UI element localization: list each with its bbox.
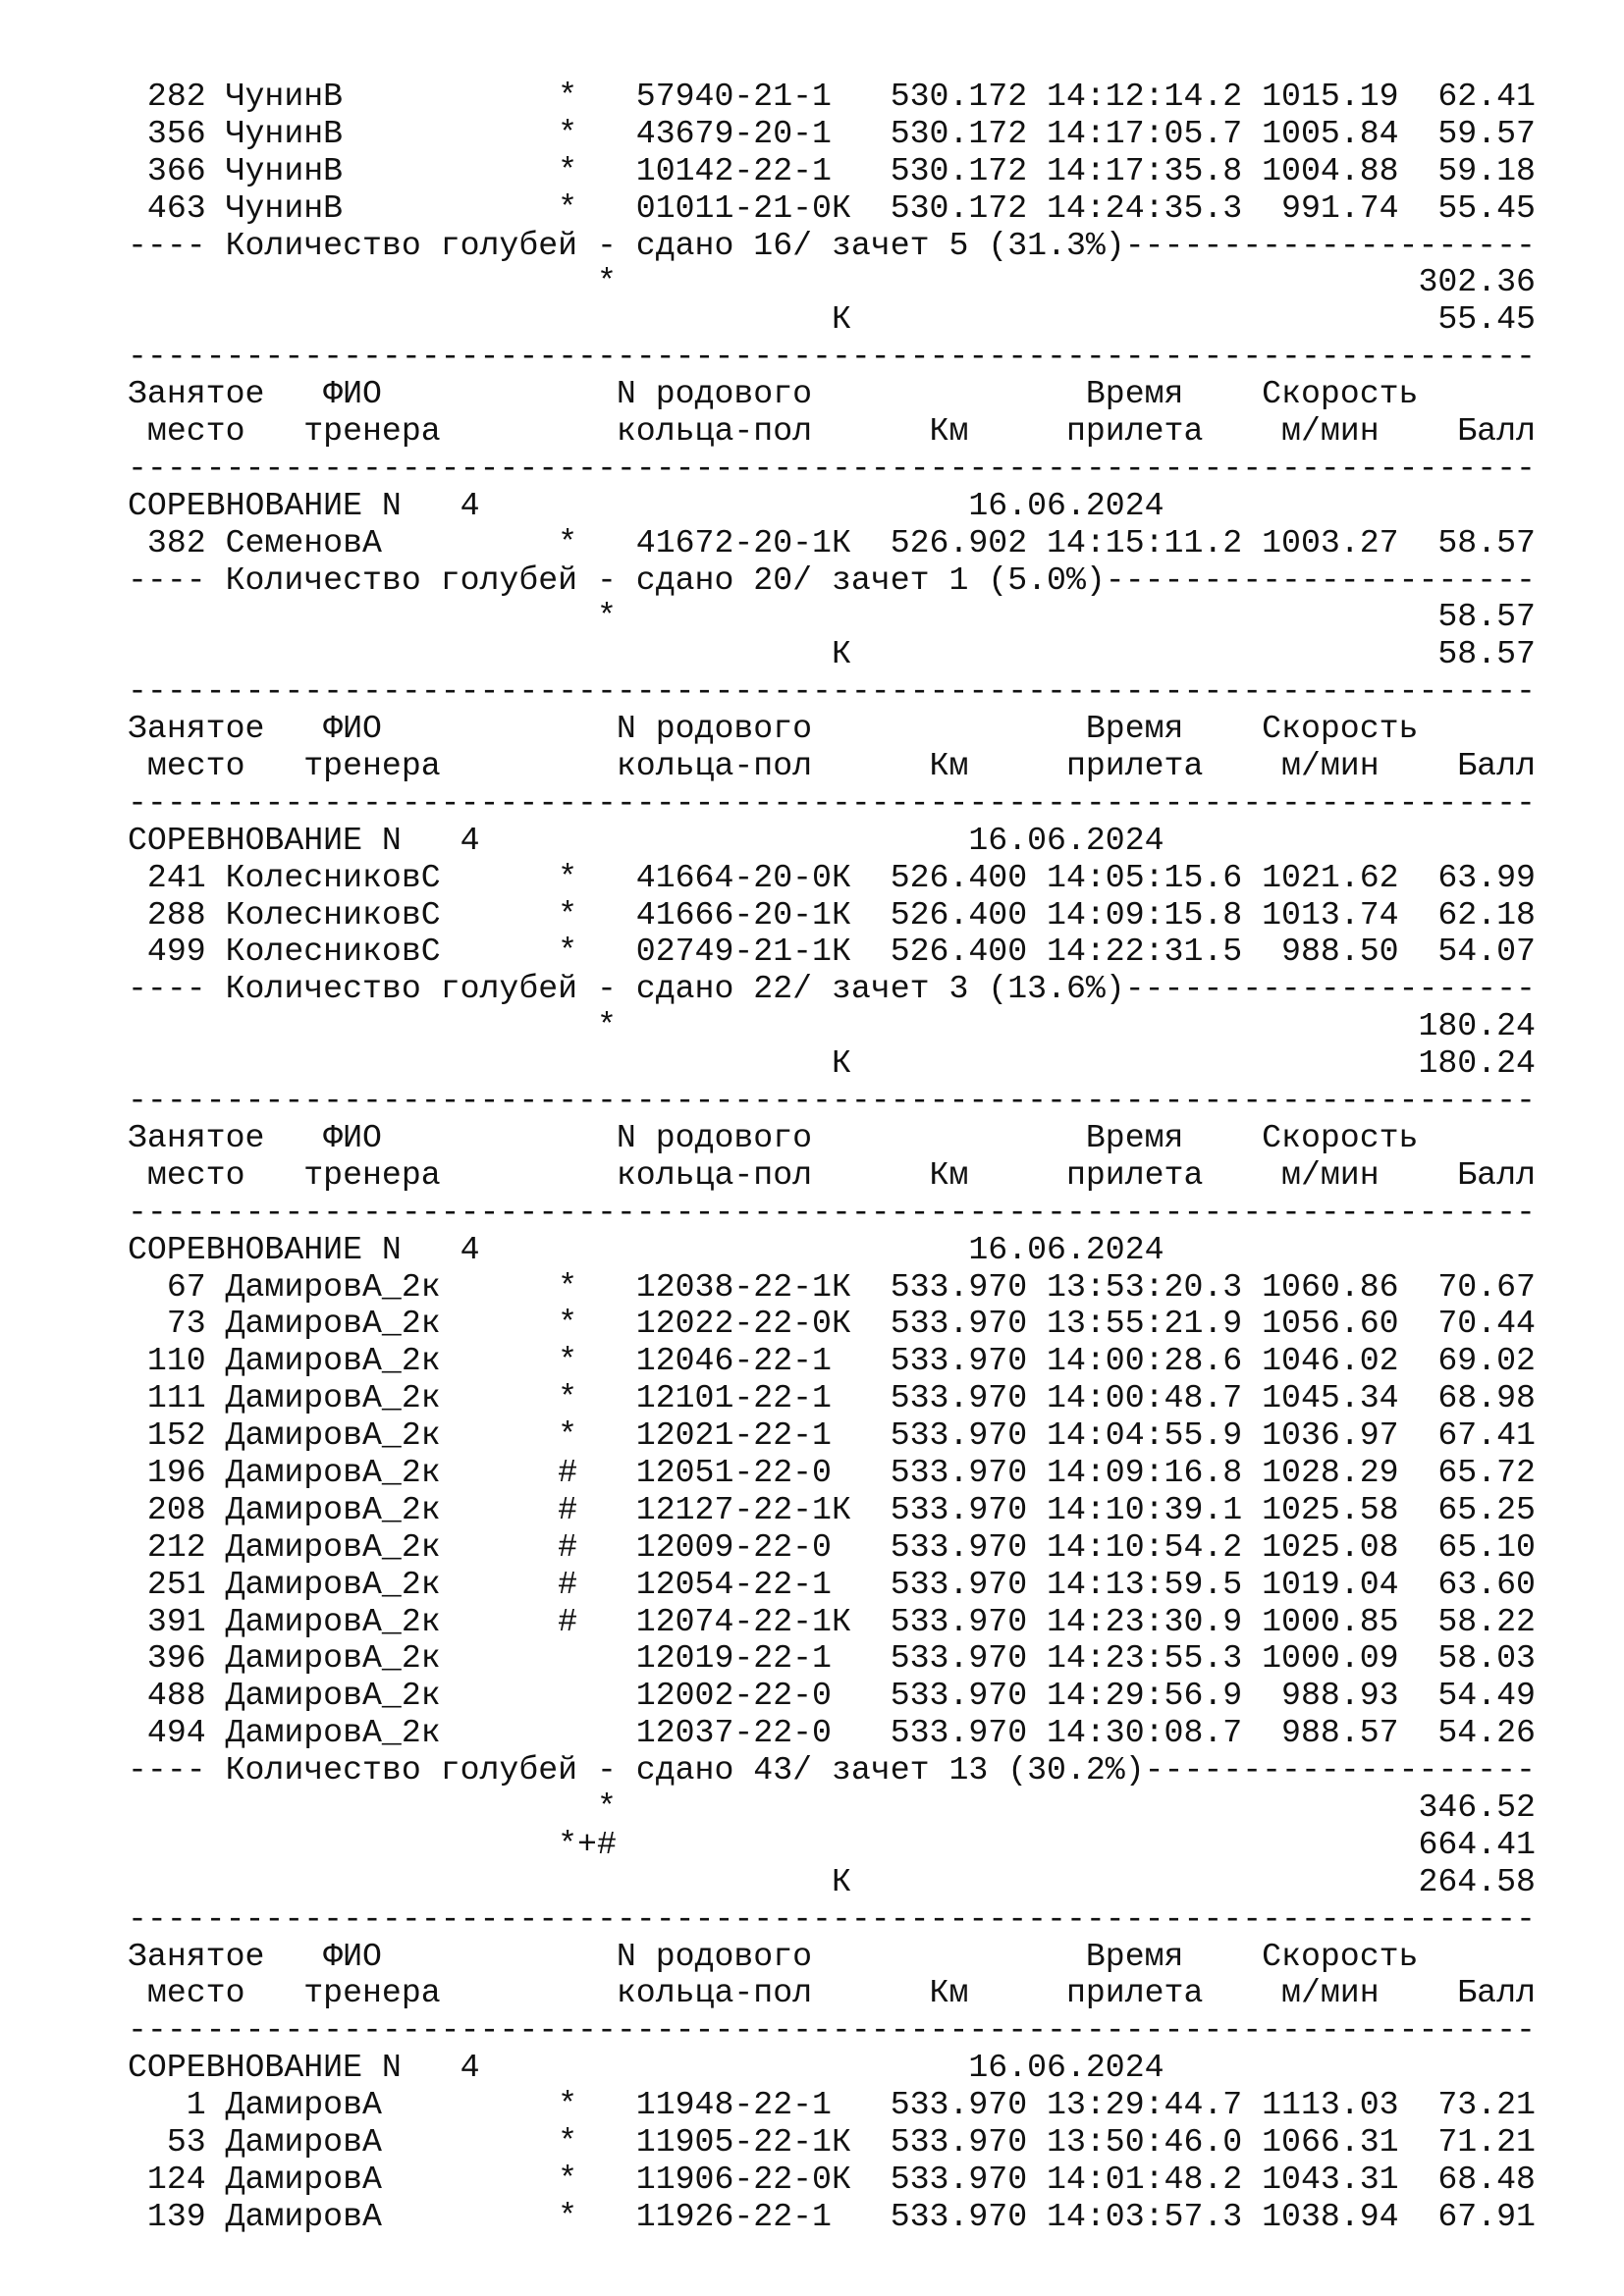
result-row: 382 СеменовА * 41672-20-1К 526.902 14:15:11.2 1003.27 58.57	[128, 523, 1536, 561]
competition-header: СОРЕВНОВАНИЕ N 4 16.06.2024	[128, 1230, 1164, 1268]
result-row: 139 ДамировА * 11926-22-1 533.970 14:03:57.3 1038.94 67.91	[128, 2197, 1536, 2235]
result-row: 366 ЧунинВ * 10142-22-1 530.172 14:17:35.8 1004.88 59.18	[128, 151, 1536, 189]
result-row: 488 ДамировА_2к 12002-22-0 533.970 14:29:56.9 988.93 54.49	[128, 1677, 1536, 1715]
result-row: 499 КолесниковС * 02749-21-1К 526.400 14:22:31.5 988.50 54.07	[128, 933, 1536, 971]
result-row: 111 ДамировА_2к * 12101-22-1 533.970 14:00:48.7 1045.34 68.98	[128, 1379, 1536, 1417]
result-row: 251 ДамировА_2к # 12054-22-1 533.970 14:13:59.5 1019.04 63.60	[128, 1565, 1536, 1603]
competition-header: СОРЕВНОВАНИЕ N 4 16.06.2024	[128, 486, 1164, 524]
divider-line: ------------------------------------------------------------------------	[128, 1899, 1536, 1938]
result-row: 241 КолесниковС * 41664-20-0К 526.400 14:05:15.6 1021.62 63.99	[128, 858, 1536, 896]
result-row: 391 ДамировА_2к # 12074-22-1К 533.970 14:23:30.9 1000.85 58.22	[128, 1602, 1536, 1640]
total-line-star-hash: *+# 664.41	[128, 1825, 1536, 1863]
count-summary-line: ---- Количество голубей - сдано 43/ зачет 13 (30.2%)--------------------	[128, 1751, 1536, 1789]
total-line: * 346.52	[128, 1788, 1536, 1826]
result-row: 1 ДамировА * 11948-22-1 533.970 13:29:44.7 1113.03 73.21	[128, 2086, 1536, 2124]
k-total-line: К 180.24	[128, 1044, 1536, 1083]
result-row: 152 ДамировА_2к * 12021-22-1 533.970 14:04:55.9 1036.97 67.41	[128, 1416, 1536, 1455]
result-row: 124 ДамировА * 11906-22-0К 533.970 14:01:48.2 1043.31 68.48	[128, 2160, 1536, 2198]
count-summary-line: ---- Количество голубей - сдано 20/ зачет 1 (5.0%)----------------------	[128, 561, 1536, 599]
k-total-line: К 55.45	[128, 300, 1536, 339]
column-header-row-1: Занятое ФИО N родового Время Скорость	[128, 1937, 1419, 1975]
k-total-line: К 264.58	[128, 1862, 1536, 1900]
competition-header: СОРЕВНОВАНИЕ N 4 16.06.2024	[128, 821, 1164, 859]
total-line: * 58.57	[128, 598, 1536, 636]
divider-line: ------------------------------------------------------------------------	[128, 449, 1536, 487]
column-header-row-2: место тренера кольца-пол Км прилета м/мин Балл	[128, 747, 1536, 785]
result-row: 396 ДамировА_2к 12019-22-1 533.970 14:23:55.3 1000.09 58.03	[128, 1639, 1536, 1678]
column-header-row-2: место тренера кольца-пол Км прилета м/мин Балл	[128, 412, 1536, 451]
k-total-line: К 58.57	[128, 635, 1536, 673]
result-row: 53 ДамировА * 11905-22-1К 533.970 13:50:46.0 1066.31 71.21	[128, 2122, 1536, 2161]
result-row: 288 КолесниковС * 41666-20-1К 526.400 14:09:15.8 1013.74 62.18	[128, 895, 1536, 934]
competition-header: СОРЕВНОВАНИЕ N 4 16.06.2024	[128, 2049, 1164, 2087]
result-row: 208 ДамировА_2к # 12127-22-1К 533.970 14:10:39.1 1025.58 65.25	[128, 1490, 1536, 1528]
result-row: 73 ДамировА_2к * 12022-22-0К 533.970 13:55:21.9 1056.60 70.44	[128, 1305, 1536, 1343]
column-header-row-1: Занятое ФИО N родового Время Скорость	[128, 1118, 1419, 1156]
count-summary-line: ---- Количество голубей - сдано 16/ зачет 5 (31.3%)---------------------	[128, 226, 1536, 264]
result-row: 356 ЧунинВ * 43679-20-1 530.172 14:17:05.7 1005.84 59.57	[128, 114, 1536, 152]
total-line: * 180.24	[128, 1007, 1536, 1045]
divider-line: ------------------------------------------------------------------------	[128, 2011, 1536, 2050]
result-row: 196 ДамировА_2к # 12051-22-0 533.970 14:09:16.8 1028.29 65.72	[128, 1453, 1536, 1491]
result-row: 110 ДамировА_2к * 12046-22-1 533.970 14:00:28.6 1046.02 69.02	[128, 1342, 1536, 1380]
divider-line: ------------------------------------------------------------------------	[128, 783, 1536, 822]
total-line: * 302.36	[128, 263, 1536, 301]
count-summary-line: ---- Количество голубей - сдано 22/ зачет 3 (13.6%)---------------------	[128, 970, 1536, 1008]
result-row: 212 ДамировА_2к # 12009-22-0 533.970 14:10:54.2 1025.08 65.10	[128, 1527, 1536, 1566]
column-header-row-1: Занятое ФИО N родового Время Скорость	[128, 710, 1419, 748]
divider-line: ------------------------------------------------------------------------	[128, 1082, 1536, 1120]
column-header-row-1: Занятое ФИО N родового Время Скорость	[128, 375, 1419, 413]
divider-line: ------------------------------------------------------------------------	[128, 1193, 1536, 1231]
result-row: 463 ЧунинВ * 01011-21-0К 530.172 14:24:35.3 991.74 55.45	[128, 188, 1536, 227]
result-row: 282 ЧунинВ * 57940-21-1 530.172 14:12:14.2 1015.19 62.41	[128, 78, 1536, 115]
result-row: 67 ДамировА_2к * 12038-22-1К 533.970 13:53:20.3 1060.86 70.67	[128, 1267, 1536, 1306]
divider-line: ------------------------------------------------------------------------	[128, 672, 1536, 711]
results-document	[128, 79, 1536, 2236]
divider-line: ------------------------------------------------------------------------	[128, 338, 1536, 376]
result-row: 494 ДамировА_2к 12037-22-0 533.970 14:30:08.7 988.57 54.26	[128, 1714, 1536, 1752]
column-header-row-2: место тренера кольца-пол Км прилета м/мин Балл	[128, 1974, 1536, 2012]
column-header-row-2: место тренера кольца-пол Км прилета м/мин Балл	[128, 1155, 1536, 1194]
